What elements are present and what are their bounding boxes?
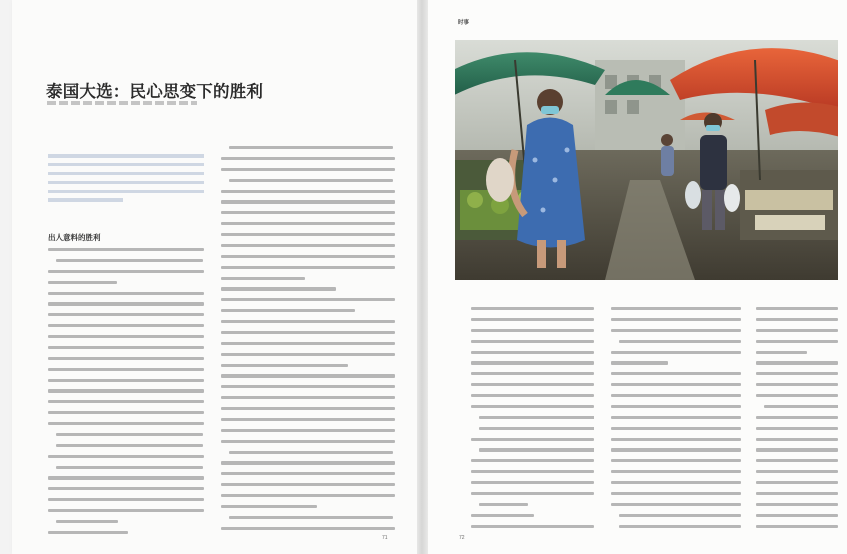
text-line-illegible xyxy=(221,364,348,367)
text-line-illegible xyxy=(221,255,395,258)
text-line-illegible xyxy=(48,368,204,371)
body-column-1 xyxy=(48,248,204,544)
text-line-illegible xyxy=(48,455,204,458)
text-line-illegible xyxy=(48,400,204,403)
text-line-illegible xyxy=(756,481,838,484)
text-line-illegible xyxy=(221,385,395,388)
page-number-right: 72 xyxy=(459,535,465,541)
text-line-illegible xyxy=(756,438,838,441)
text-line-illegible xyxy=(221,396,395,399)
text-line-illegible xyxy=(611,459,741,462)
text-line-illegible xyxy=(48,270,204,273)
text-line-illegible xyxy=(221,342,395,345)
text-line-illegible xyxy=(756,394,838,397)
body-column-2 xyxy=(221,146,395,544)
market-photo-illustration xyxy=(455,40,838,280)
text-line-illegible xyxy=(756,383,838,386)
text-line-illegible xyxy=(229,146,393,149)
text-line-illegible xyxy=(619,525,741,528)
text-line-illegible xyxy=(619,340,741,343)
text-line-illegible xyxy=(56,444,203,447)
text-line-illegible xyxy=(756,427,838,430)
text-line-illegible xyxy=(611,405,741,408)
text-line-illegible xyxy=(756,503,838,506)
text-line-illegible xyxy=(221,222,395,225)
text-line-illegible xyxy=(221,407,395,410)
text-line-illegible xyxy=(611,492,741,495)
text-line-illegible xyxy=(48,389,204,392)
text-line-illegible xyxy=(48,531,128,534)
text-line-illegible xyxy=(221,331,395,334)
text-line-illegible xyxy=(229,179,393,182)
text-line-illegible xyxy=(471,307,594,310)
text-line-illegible xyxy=(221,200,395,203)
text-line-illegible xyxy=(48,292,204,295)
text-line-illegible xyxy=(48,379,204,382)
text-line-illegible xyxy=(471,351,594,354)
text-line-illegible xyxy=(756,459,838,462)
text-line-illegible xyxy=(471,383,594,386)
text-line-illegible xyxy=(619,514,741,517)
text-line-illegible xyxy=(221,374,395,377)
text-line-illegible xyxy=(56,259,203,262)
text-line-illegible xyxy=(221,309,355,312)
text-line-illegible xyxy=(471,438,594,441)
text-line-illegible xyxy=(611,481,741,484)
text-line-illegible xyxy=(611,329,741,332)
text-line-illegible xyxy=(221,353,395,356)
text-line-illegible xyxy=(611,503,741,506)
text-line-illegible xyxy=(221,233,395,236)
text-line-illegible xyxy=(56,433,203,436)
text-line-illegible xyxy=(221,287,336,290)
text-line-illegible xyxy=(221,429,395,432)
text-line-illegible xyxy=(611,427,741,430)
section-tag: 时事 xyxy=(458,20,470,26)
text-line-illegible xyxy=(221,266,395,269)
page-number-left: 71 xyxy=(382,535,388,541)
text-line-illegible xyxy=(611,394,741,397)
lead-paragraph xyxy=(48,154,204,206)
text-line-illegible xyxy=(611,372,741,375)
text-line-illegible xyxy=(48,509,204,512)
text-line-illegible xyxy=(471,394,594,397)
text-line-illegible xyxy=(471,372,594,375)
right-page xyxy=(428,0,847,554)
text-line-illegible xyxy=(471,459,594,462)
text-line-illegible xyxy=(471,492,594,495)
byline xyxy=(47,99,247,107)
left-page xyxy=(12,0,417,554)
text-line-illegible xyxy=(479,448,594,451)
text-line-illegible xyxy=(756,318,838,321)
body-column-4 xyxy=(611,307,741,543)
text-line-illegible xyxy=(479,427,594,430)
text-line-illegible xyxy=(756,514,838,517)
text-line-illegible xyxy=(221,168,395,171)
text-line-illegible xyxy=(471,470,594,473)
text-line-illegible xyxy=(48,313,204,316)
text-line-illegible xyxy=(756,470,838,473)
text-line-illegible xyxy=(221,298,395,301)
body-column-3 xyxy=(471,307,594,543)
text-line-illegible xyxy=(756,351,807,354)
text-line-illegible xyxy=(479,416,594,419)
text-line-illegible xyxy=(221,190,395,193)
text-line-illegible xyxy=(611,383,741,386)
text-line-illegible xyxy=(48,476,204,479)
text-line-illegible xyxy=(471,361,594,364)
text-line-illegible xyxy=(471,340,594,343)
text-line-illegible xyxy=(611,361,668,364)
text-line-illegible xyxy=(229,451,393,454)
text-line-illegible xyxy=(48,302,204,305)
text-line-illegible xyxy=(221,461,395,464)
article-headline: 泰国大选：民心思变下的胜利 xyxy=(46,82,264,101)
body-column-5 xyxy=(756,307,838,543)
text-line-illegible xyxy=(611,448,741,451)
text-line-illegible xyxy=(48,411,204,414)
text-line-illegible xyxy=(471,329,594,332)
vendor-left xyxy=(661,134,674,176)
text-line-illegible xyxy=(764,405,838,408)
text-line-illegible xyxy=(48,335,204,338)
text-line-illegible xyxy=(48,422,204,425)
text-line-illegible xyxy=(756,329,838,332)
text-line-illegible xyxy=(48,357,204,360)
text-line-illegible xyxy=(229,516,393,519)
text-line-illegible xyxy=(48,281,117,284)
text-line-illegible xyxy=(471,525,594,528)
text-line-illegible xyxy=(471,481,594,484)
text-line-illegible xyxy=(471,514,534,517)
text-line-illegible xyxy=(471,318,594,321)
market-photo xyxy=(455,40,838,280)
text-line-illegible xyxy=(221,440,395,443)
text-line-illegible xyxy=(221,277,305,280)
text-line-illegible xyxy=(471,405,594,408)
text-line-illegible xyxy=(221,494,395,497)
text-line-illegible xyxy=(48,324,204,327)
text-line-illegible xyxy=(611,470,741,473)
text-line-illegible xyxy=(756,416,838,419)
text-line-illegible xyxy=(221,157,395,160)
text-line-illegible xyxy=(48,487,204,490)
text-line-illegible xyxy=(221,418,395,421)
text-line-illegible xyxy=(221,527,395,530)
text-line-illegible xyxy=(221,320,395,323)
section-heading: 出人意料的胜利 xyxy=(48,233,101,242)
text-line-illegible xyxy=(221,483,395,486)
text-line-illegible xyxy=(611,438,741,441)
text-line-illegible xyxy=(756,372,838,375)
text-line-illegible xyxy=(48,346,204,349)
byline-text-illegible xyxy=(47,101,197,105)
text-line-illegible xyxy=(756,361,838,364)
text-line-illegible xyxy=(221,244,395,247)
text-line-illegible xyxy=(48,498,204,501)
text-line-illegible xyxy=(56,520,118,523)
text-line-illegible xyxy=(56,466,203,469)
text-line-illegible xyxy=(611,351,741,354)
text-line-illegible xyxy=(611,307,741,310)
text-line-illegible xyxy=(756,492,838,495)
text-line-illegible xyxy=(479,503,528,506)
text-line-illegible xyxy=(611,318,741,321)
text-line-illegible xyxy=(756,340,838,343)
text-line-illegible xyxy=(756,448,838,451)
spine-gutter xyxy=(417,0,428,554)
text-line-illegible xyxy=(221,505,317,508)
text-line-illegible xyxy=(756,525,838,528)
text-line-illegible xyxy=(221,472,395,475)
text-line-illegible xyxy=(756,307,838,310)
text-line-illegible xyxy=(611,416,741,419)
text-line-illegible xyxy=(48,248,204,251)
text-line-illegible xyxy=(221,211,395,214)
